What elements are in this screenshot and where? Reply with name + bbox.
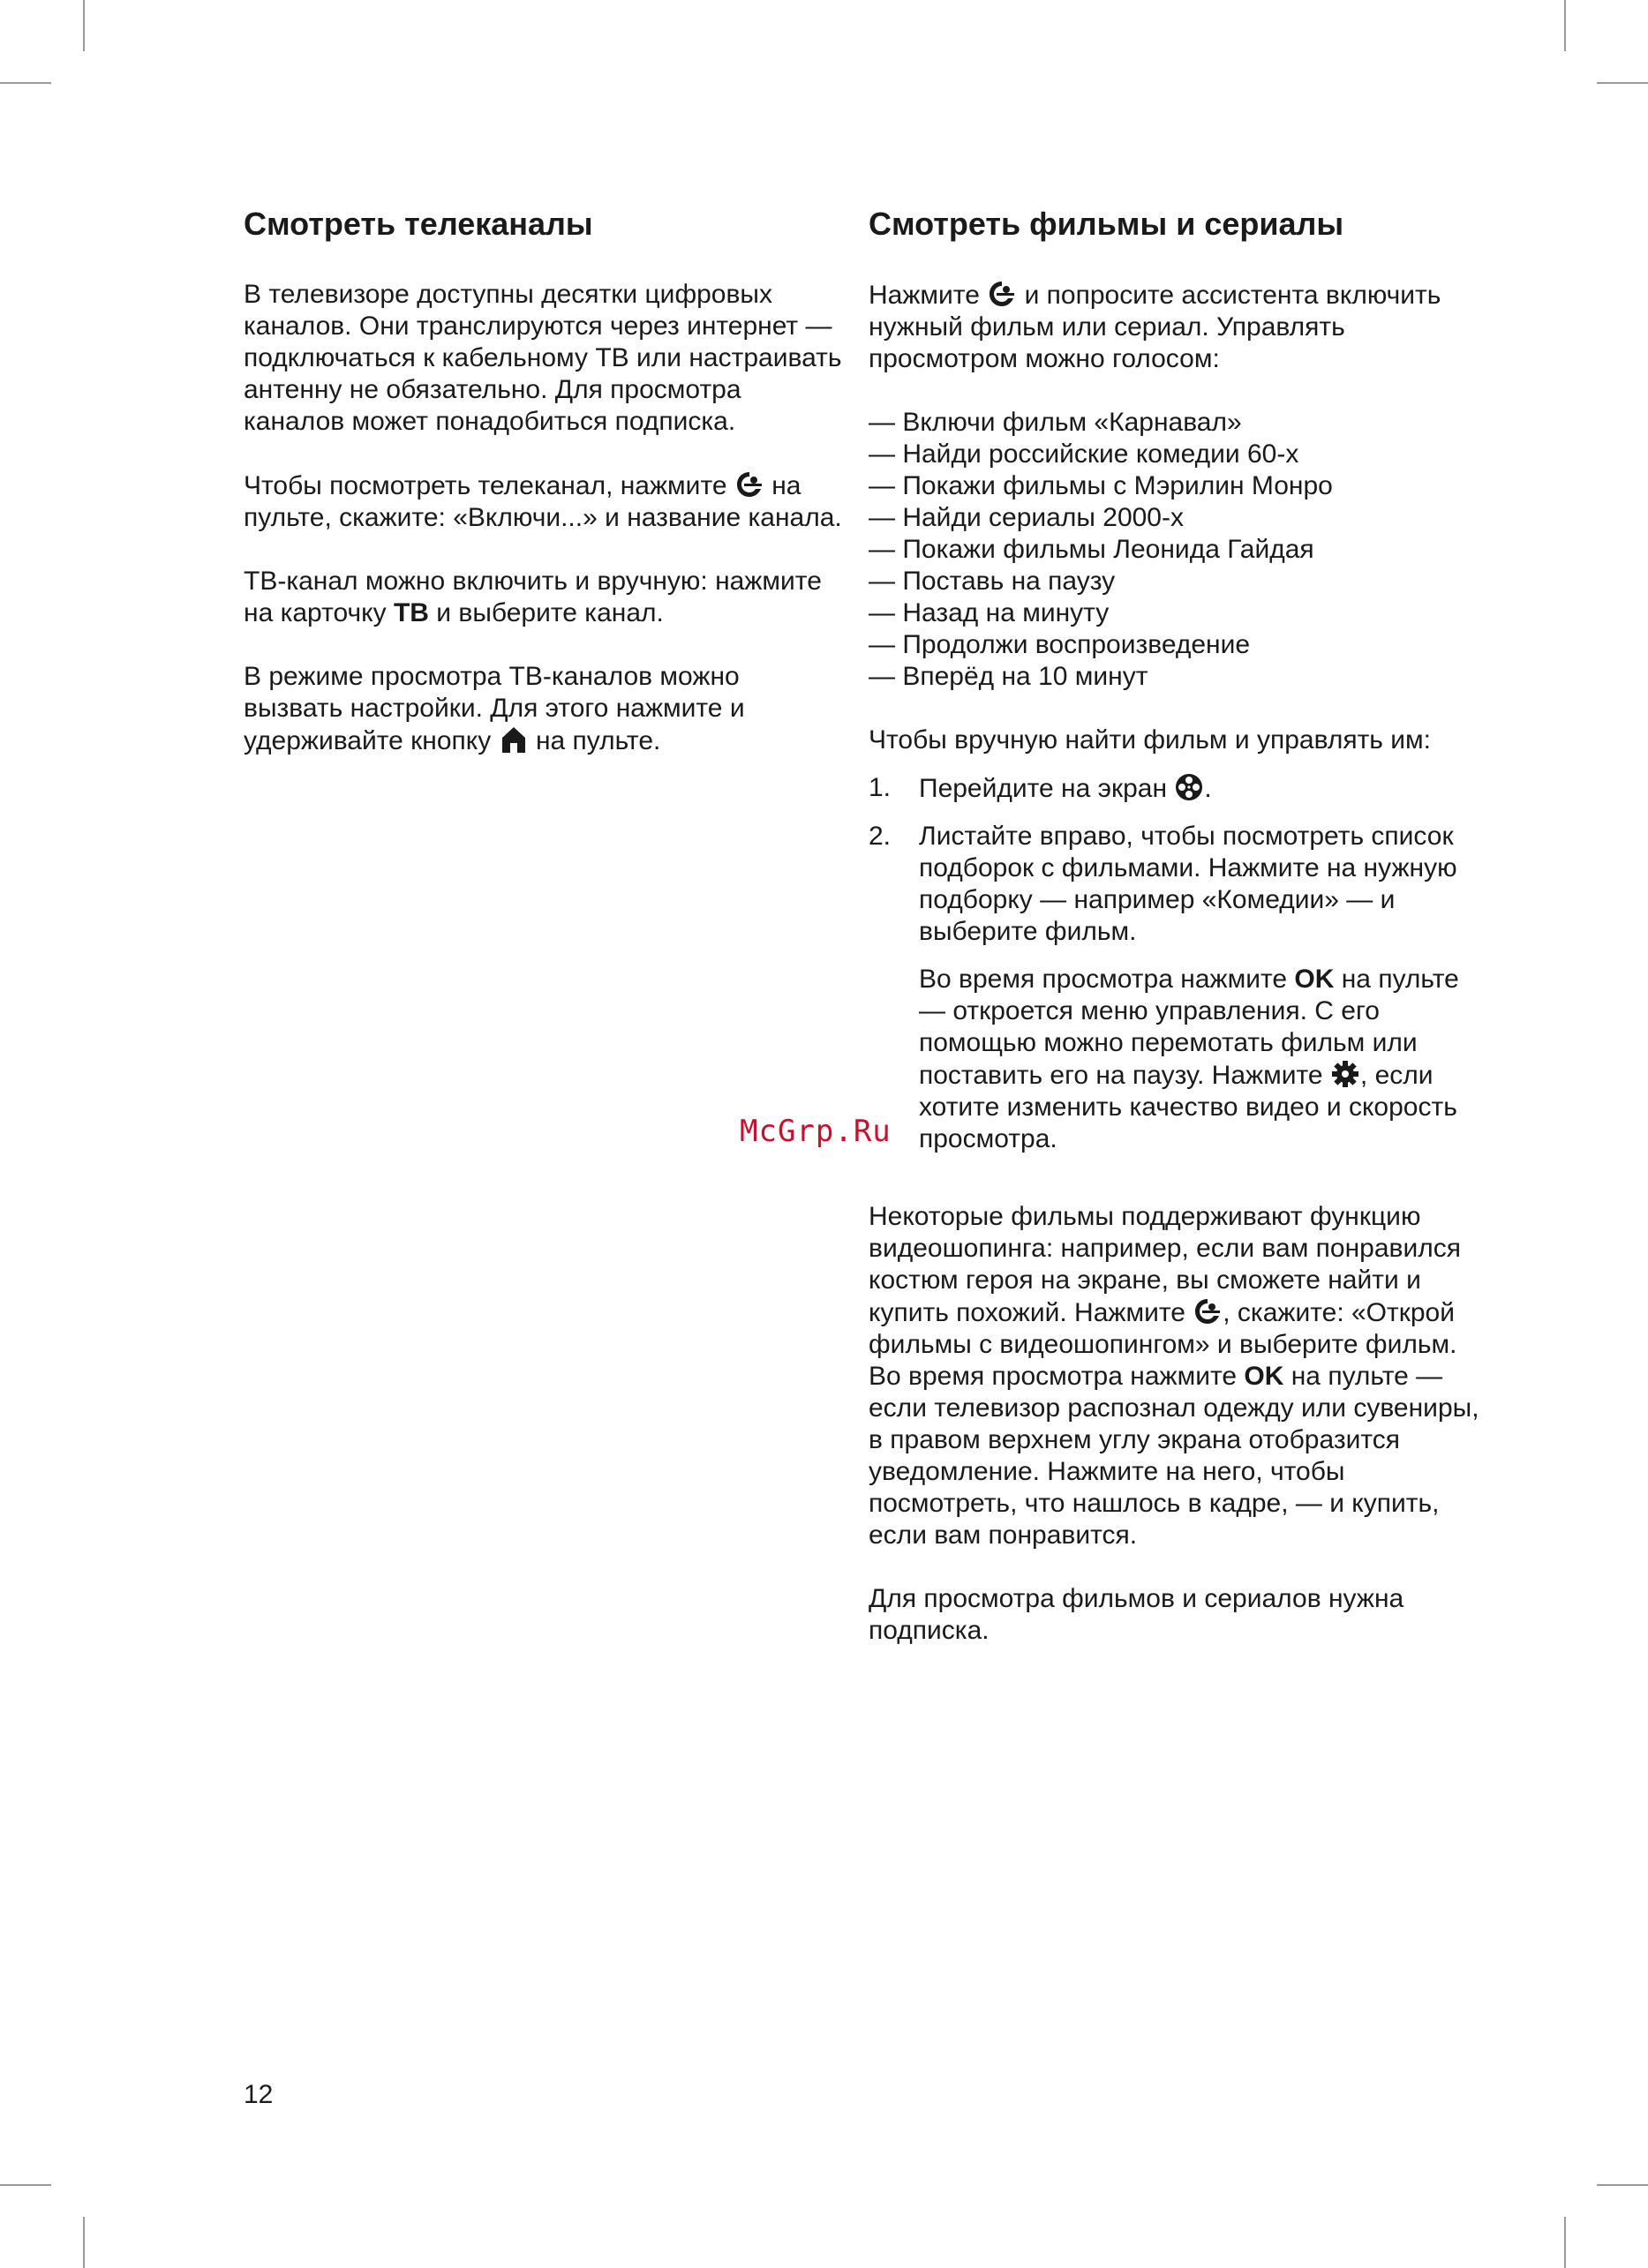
section-title-tv: Смотреть телеканалы	[244, 206, 593, 242]
list-item: — Найди российские комедии 60-х	[869, 439, 1299, 469]
list-item: — Вперёд на 10 минут	[869, 662, 1148, 691]
crop-mark	[0, 2184, 51, 2186]
crop-mark	[0, 82, 51, 84]
paragraph: Чтобы посмотреть телеканал, нажмите на пульте, скажите: «Включи...» и название канала.	[244, 471, 842, 532]
crop-mark	[1564, 2217, 1566, 2268]
film-reel-icon	[1174, 772, 1204, 802]
list-item: — Поставь на паузу	[869, 567, 1116, 596]
page-number: 12	[244, 2080, 274, 2109]
steps-list	[869, 772, 1486, 1155]
left-column	[244, 205, 844, 789]
list-item: — Найди сериалы 2000-х	[869, 503, 1184, 532]
ok-button-label: OK	[1244, 1362, 1284, 1391]
list-item: — Включи фильм «Карнавал»	[869, 408, 1242, 437]
voice-commands-list	[869, 407, 1486, 693]
list-item: — Продолжи воспроизведение	[869, 630, 1251, 659]
crop-mark	[83, 2217, 85, 2268]
paragraph: Нажмите и попросите ассистента включить нужный фильм или сериал. Управлять просмотром можно голосом:	[869, 281, 1441, 373]
crop-mark	[1564, 0, 1566, 51]
paragraph: В телевизоре доступны десятки цифровых каналов. Они транслируются через интернет — подключаться к кабельному ТВ или настраивать антенну не обязательно. Для просмотра каналов может понадобиться подписка.	[244, 280, 842, 436]
step-number: 2.	[869, 822, 892, 851]
crop-mark	[1597, 82, 1648, 84]
paragraph: В режиме просмотра ТВ-каналов можно вызвать настройки. Для этого нажмите и удерживайте кнопку на пульте.	[244, 662, 745, 755]
assistant-icon	[1193, 1296, 1223, 1326]
list-item: 2. Листайте вправо, чтобы посмотреть список подборок с фильмами. Нажмите на нужную подборку — например «Комедии» — и выберите фильм. Во время просмотра нажмите OK на пульте — откроется меню управления. С его помощью можно перемотать фильм или поставить его на паузу. Нажмите , если хотите изменить качество видео и скорость просмотра.	[869, 821, 1486, 1155]
paragraph: Некоторые фильмы поддерживают функцию видеошопинга: например, если вам понравился костюм героя на экране, вы сможете найти и купить похожий. Нажмите , скажите: «Открой фильмы с видеошопингом» и выберите фильм. Во время просмотра нажмите OK на пульте — если телевизор распознал одежду или сувениры, в правом верхнем углу экрана отобразится уведомление. Нажмите на него, чтобы посмотреть, что нашлось в кадре, — и купить, если вам понравится.	[869, 1202, 1479, 1550]
watermark: McGrp.Ru	[740, 1114, 892, 1149]
paragraph: Чтобы вручную найти фильм и управлять им:	[869, 725, 1431, 755]
paragraph: Для просмотра фильмов и сериалов нужна подписка.	[869, 1584, 1404, 1645]
crop-mark	[1597, 2184, 1648, 2186]
list-item: — Назад на минуту	[869, 598, 1110, 627]
ok-button-label: OK	[1294, 965, 1335, 994]
section-title-movies: Смотреть фильмы и сериалы	[869, 206, 1344, 242]
crop-mark	[83, 0, 85, 51]
paragraph: ТВ-канал можно включить и вручную: нажмите на карточку ТВ и выберите канал.	[244, 567, 822, 627]
step-number: 1.	[869, 773, 892, 802]
tv-card-label: ТВ	[393, 598, 429, 627]
assistant-icon	[987, 279, 1017, 309]
home-icon	[499, 725, 529, 755]
list-item: 1. Перейдите на экран .	[869, 773, 1212, 803]
right-column	[869, 205, 1486, 1678]
assistant-icon	[734, 469, 764, 499]
list-item: — Покажи фильмы с Мэрилин Монро	[869, 471, 1333, 500]
list-item: — Покажи фильмы Леонида Гайдая	[869, 535, 1314, 564]
paragraph: Во время просмотра нажмите OK на пульте — откроется меню управления. С его помощью можно перемотать фильм или поставить его на паузу. Нажмите , если хотите изменить качество видео и скорость просмотра.	[919, 965, 1459, 1153]
gear-icon	[1330, 1059, 1360, 1089]
